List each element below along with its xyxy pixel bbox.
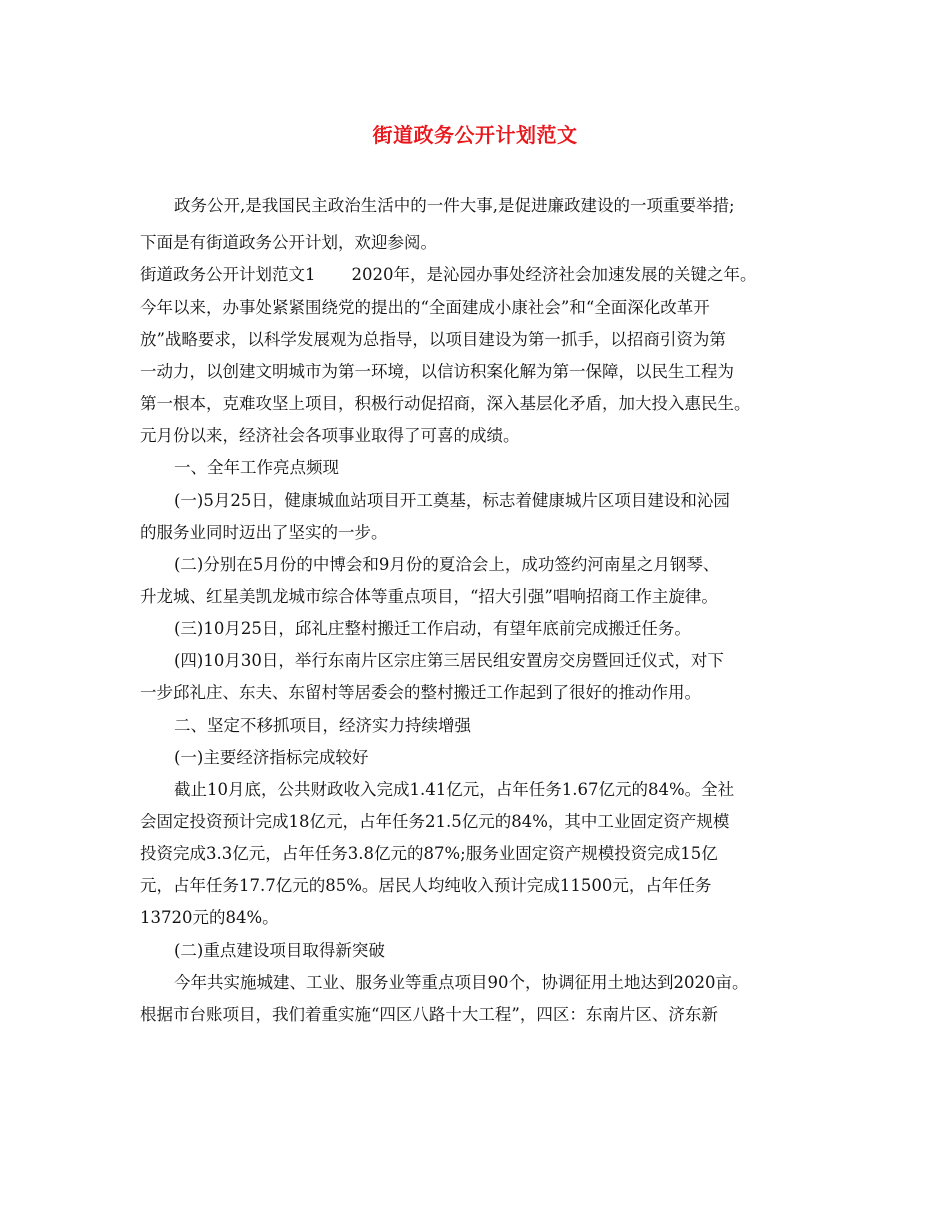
body-line: 今年共实施城建、工业、服务业等重点项目90个，协调征用土地达到2020亩。 [174, 973, 749, 992]
body-line: 政务公开,是我国民主政治生活中的一件大事,是促进廉政建设的一项重要举措; [174, 196, 735, 215]
body-line: 一步邱礼庄、东夫、东留村等居委会的整村搬迁工作起到了很好的推动作用。 [140, 683, 701, 702]
body-line: (四)10月30日，举行东南片区宗庄第三居民组安置房交房暨回迁仪式，对下 [174, 651, 724, 670]
body-line: 投资完成3.3亿元，占年任务3.8亿元的87%;服务业固定资产规模投资完成15亿 [140, 844, 718, 863]
body-line: (三)10月25日，邱礼庄整村搬迁工作启动，有望年底前完成搬迁任务。 [174, 619, 691, 638]
section-heading: 一、全年工作亮点频现 [174, 458, 339, 477]
body-line: 截止10月底，公共财政收入完成1.41亿元，占年任务1.67亿元的84%。全社 [174, 780, 735, 799]
body-line: 一动力，以创建文明城市为第一环境，以信访积案化解为第一保障，以民生工程为 [140, 362, 734, 381]
body-line: 下面是有街道政务公开计划，欢迎参阅。 [140, 233, 437, 252]
body-line: 第一根本，克难攻坚上项目，积极行动促招商，深入基层化矛盾，加大投入惠民生。 [140, 394, 751, 413]
body-line: 今年以来，办事处紧紧围绕党的提出的“全面建成小康社会”和“全面深化改革开 [140, 298, 710, 317]
body-line: 元，占年任务17.7亿元的85%。居民人均纯收入预计完成11500元，占年任务 [140, 876, 712, 895]
body-line: 根据市台账项目，我们着重实施“四区八路十大工程”，四区：东南片区、济东新 [140, 1005, 718, 1024]
subsection-heading: (二)重点建设项目取得新突破 [174, 941, 385, 960]
body-line: 放”战略要求，以科学发展观为总指导，以项目建设为第一抓手，以招商引资为第 [140, 330, 726, 349]
document-title: 街道政务公开计划范文 [372, 123, 578, 147]
body-line-combined [140, 265, 830, 285]
section-label: 街道政务公开计划范文1 [140, 265, 316, 284]
body-line: (一)5月25日，健康城血站项目开工奠基，标志着健康城片区项目建设和沁园 [174, 491, 730, 510]
body-line: 13720元的84%。 [140, 908, 279, 927]
section-heading: 二、坚定不移抓项目，经济实力持续增强 [174, 716, 471, 735]
body-line: 升龙城、红星美凯龙城市综合体等重点项目，“招大引强”唱响招商工作主旋律。 [140, 587, 718, 606]
body-line: 会固定投资预计完成18亿元，占年任务21.5亿元的84%，其中工业固定资产规模 [140, 812, 730, 831]
body-line: (二)分别在5月份的中博会和9月份的夏洽会上，成功签约河南星之月钢琴、 [174, 555, 720, 574]
body-line: 的服务业同时迈出了坚实的一步。 [140, 523, 388, 542]
body-line: 元月份以来，经济社会各项事业取得了可喜的成绩。 [140, 426, 520, 445]
body-text: 2020年，是沁园办事处经济社会加速发展的关键之年。 [351, 265, 757, 284]
subsection-heading: (一)主要经济指标完成较好 [174, 748, 369, 767]
